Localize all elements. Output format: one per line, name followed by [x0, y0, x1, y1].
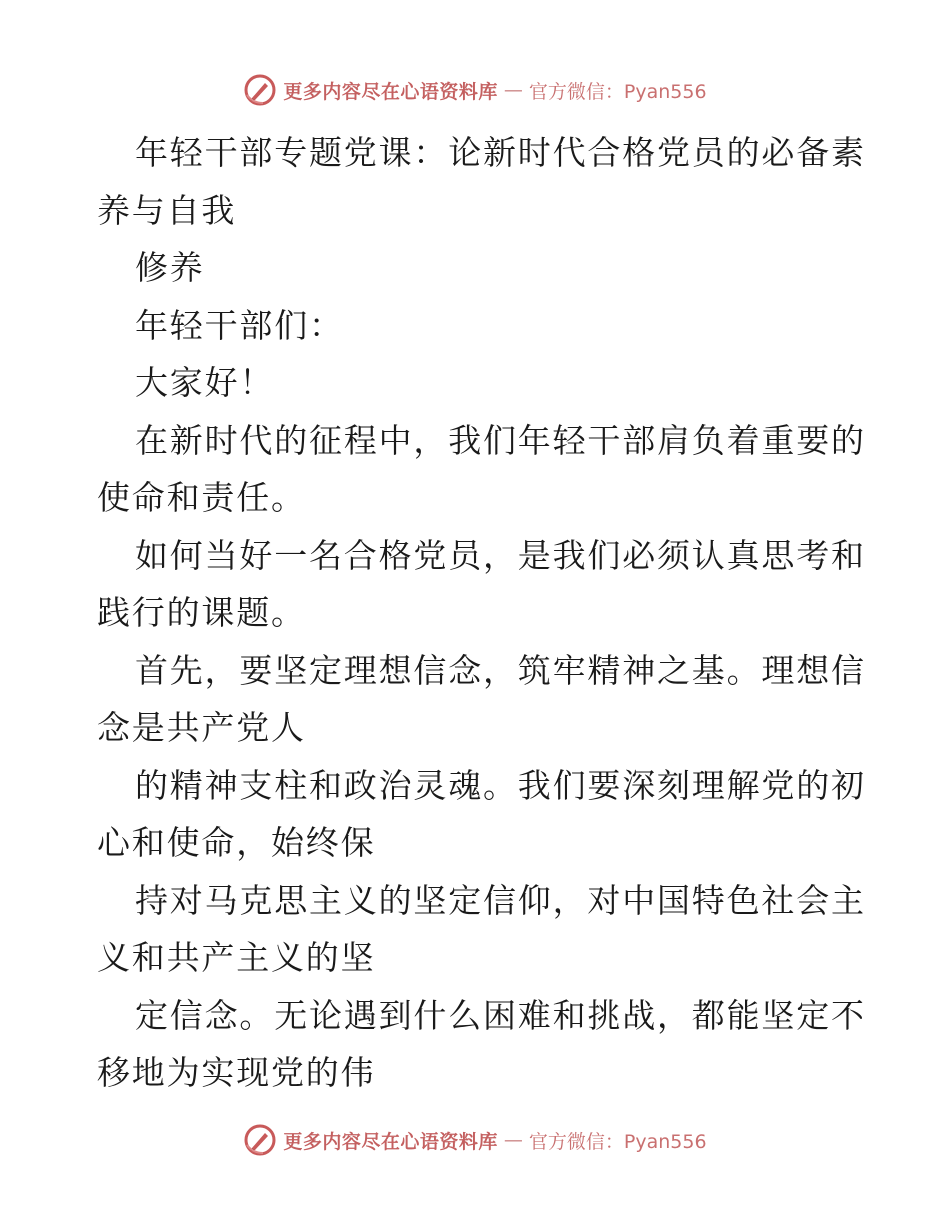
watermark-title: 更多内容尽在心语资料库: [283, 80, 498, 103]
text-line: 首先，要坚定理想信念，筑牢精神之基。理想信: [135, 650, 866, 690]
pen-logo-icon: [243, 73, 277, 107]
watermark-contact: 官方微信：Pyan556: [528, 1130, 707, 1153]
text-line: 念是共产党人: [97, 708, 306, 747]
text-line: 养与自我: [97, 190, 237, 230]
watermark-contact: 官方微信：Pyan556: [528, 80, 707, 103]
text-line: 大家好！: [135, 363, 275, 402]
text-line: 年轻干部们：: [135, 305, 344, 345]
text-line: 持对马克思主义的坚定信仰，对中国特色社会主: [135, 880, 866, 920]
document-body: [97, 124, 866, 1102]
text-line: 定信念。无论遇到什么困难和挑战，都能坚定不: [135, 995, 866, 1035]
watermark-separator: —: [503, 79, 523, 101]
pen-logo-icon: [243, 1123, 277, 1157]
footer-watermark: [0, 1120, 950, 1160]
text-line: 移地为实现党的伟: [97, 1053, 376, 1092]
text-line: 义和共产主义的坚: [97, 938, 376, 977]
text-line: 使命和责任。: [97, 478, 306, 517]
text-line: 修养: [135, 248, 205, 287]
text-line: 心和使命，始终保: [97, 823, 376, 862]
watermark-separator: —: [503, 1129, 523, 1151]
header-watermark: [0, 70, 950, 110]
text-line: 的精神支柱和政治灵魂。我们要深刻理解党的初: [135, 765, 866, 805]
watermark-title: 更多内容尽在心语资料库: [283, 1130, 498, 1153]
text-line: 年轻干部专题党课：论新时代合格党员的必备素: [135, 133, 866, 172]
text-line: 如何当好一名合格党员，是我们必须认真思考和: [135, 535, 866, 575]
text-line: 践行的课题。: [97, 593, 306, 632]
text-line: 在新时代的征程中，我们年轻干部肩负着重要的: [135, 420, 866, 460]
